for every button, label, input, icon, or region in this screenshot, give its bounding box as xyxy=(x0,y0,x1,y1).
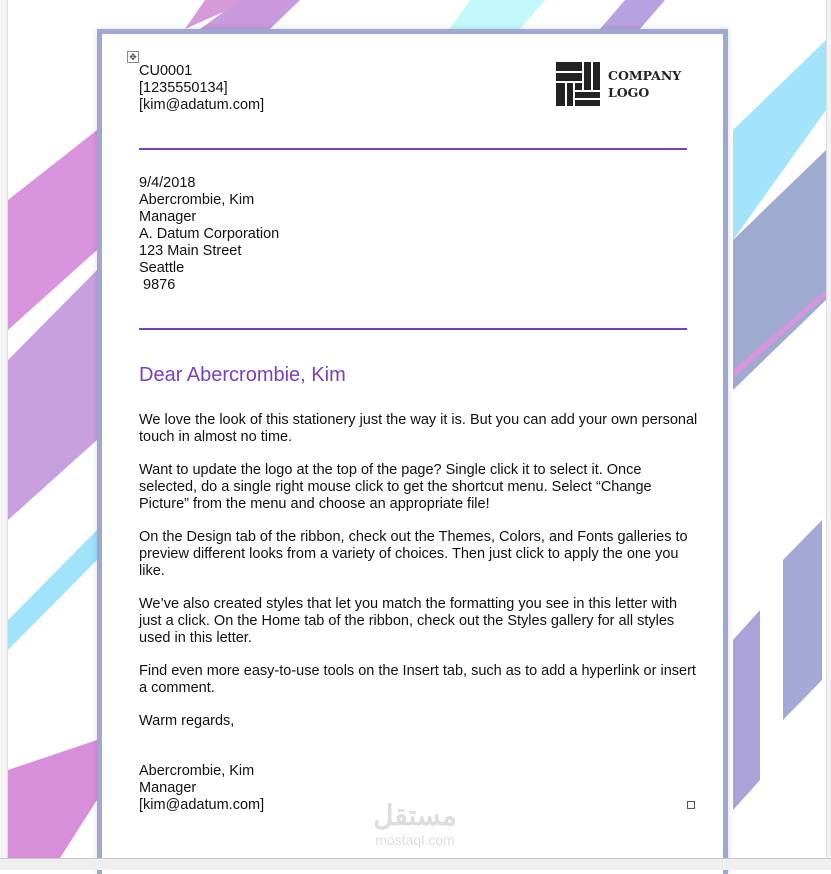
sender-email[interactable]: [kim@adatum.com] xyxy=(139,797,265,813)
letter-date[interactable]: 9/4/2018 xyxy=(139,175,196,191)
status-bar xyxy=(0,858,831,870)
body-paragraph[interactable]: Want to update the logo at the top of the page? Single click it to select it. Once selected, do a single right mouse click to get the shortcut menu. Select “Change Picture” from the menu and choose an appropriate file! xyxy=(139,462,652,512)
watermark-latin: mostaql.com xyxy=(375,832,455,848)
sender-name[interactable]: Abercrombie, Kim xyxy=(139,763,255,779)
closing[interactable]: Warm regards, xyxy=(139,713,235,729)
salutation-heading[interactable]: Dear Abercrombie, Kim xyxy=(139,364,346,386)
logo-text-line1: COMPANY xyxy=(608,68,682,83)
vertical-scrollbar[interactable] xyxy=(826,0,831,858)
watermark xyxy=(360,800,470,848)
body-paragraph[interactable]: Find even more easy-to-use tools on the Insert tab, such as to add a hyperlink or insert a comment. xyxy=(139,663,696,696)
letter-body xyxy=(139,412,699,814)
logo-mark-icon xyxy=(556,62,600,106)
logo-text-line2: LOGO xyxy=(608,85,650,100)
recipient-name[interactable]: Abercrombie, Kim xyxy=(139,192,255,208)
recipient-street[interactable]: 123 Main Street xyxy=(139,243,242,259)
email[interactable]: [kim@adatum.com] xyxy=(139,97,265,113)
divider-bottom xyxy=(139,328,687,330)
recipient-block xyxy=(139,175,279,294)
customer-id[interactable]: CU0001 xyxy=(139,63,193,79)
watermark-arabic: مستقل xyxy=(373,800,457,831)
divider-top xyxy=(139,148,687,150)
sender-title[interactable]: Manager xyxy=(139,780,197,796)
recipient-title[interactable]: Manager xyxy=(139,209,197,225)
recipient-zip[interactable]: 9876 xyxy=(139,277,176,293)
left-gutter xyxy=(0,0,8,858)
recipient-company[interactable]: A. Datum Corporation xyxy=(139,226,280,242)
body-paragraph[interactable]: We love the look of this stationery just the way it is. But you can add your own personal touch in almost no time. xyxy=(139,412,698,445)
table-move-handle-icon[interactable]: ✥ xyxy=(127,51,139,63)
body-paragraph[interactable]: On the Design tab of the ribbon, check out the Themes, Colors, and Fonts galleries to preview different looks from a variety of choices. Then just click to apply the one you like. xyxy=(139,529,688,579)
recipient-city[interactable]: Seattle xyxy=(139,260,185,276)
phone[interactable]: [1235550134] xyxy=(139,80,228,96)
body-paragraph[interactable]: We’ve also created styles that let you match the formatting you see in this letter with just a click. On the Home tab of the ribbon, check out the Styles gallery for all styles used in this letter. xyxy=(139,596,678,646)
sender-block xyxy=(139,63,264,114)
resize-handle-icon[interactable] xyxy=(687,801,695,809)
company-logo[interactable] xyxy=(556,62,681,106)
